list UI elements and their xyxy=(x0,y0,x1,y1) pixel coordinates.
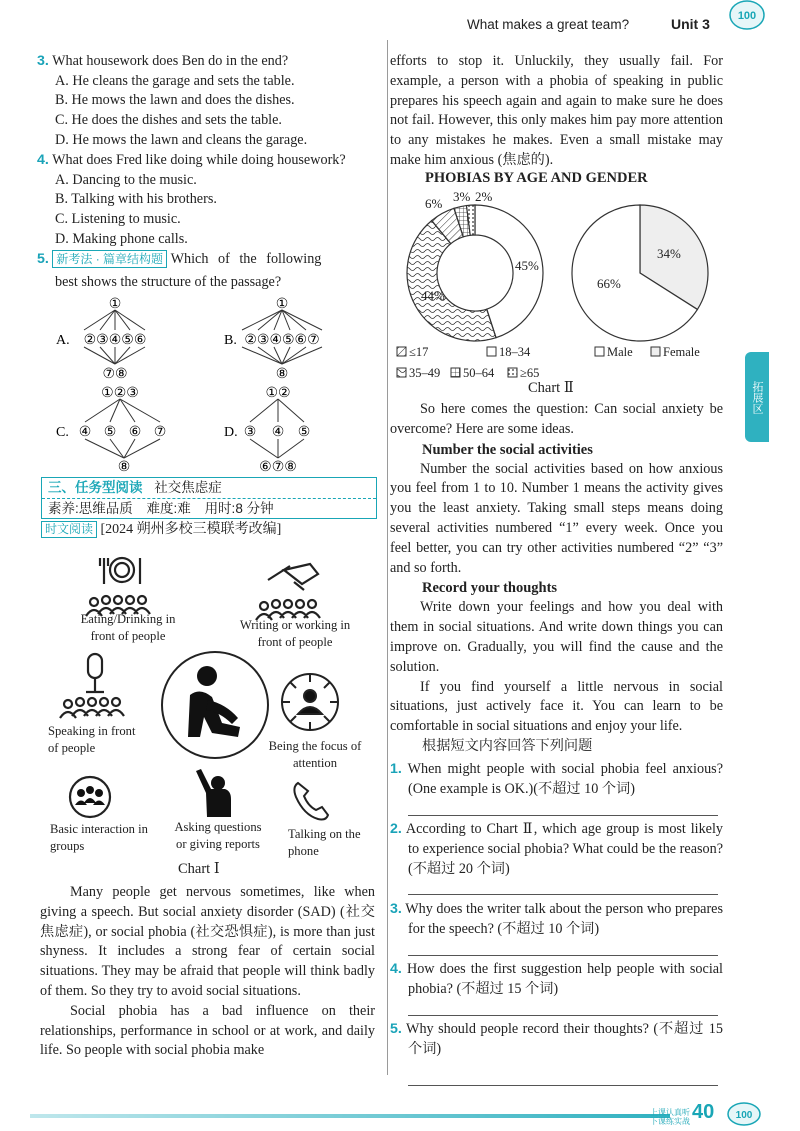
para-number-activities: Number the social activities based on how anxious you feel from 1 to 10. Number 1 means the activity gives you the least anxiety. Taking small steps means doing several activities numbered “1” every week. Once you feel better, you can try other activities numbered “2” “3” and so forth. xyxy=(390,460,723,576)
heading-record-thoughts: Record your thoughts xyxy=(422,580,558,597)
chart1-writing-label: Writing or working in front of people xyxy=(239,618,351,649)
chart1-caption: Chart Ⅰ xyxy=(178,861,220,877)
struct-b-bot: ⑧ xyxy=(275,367,289,382)
footer-mascot-icon xyxy=(724,1098,764,1126)
q4-text: What does Fred like doing while doing housework? xyxy=(52,152,346,168)
q5-tag: 新考法 · 篇章结构题 xyxy=(52,250,167,268)
q5-text-a: Which of the following xyxy=(170,251,322,267)
struct-b-top: ① xyxy=(275,297,289,312)
struct-a-bot: ⑦⑧ xyxy=(102,367,128,382)
struct-c-top: ①②③ xyxy=(101,386,139,401)
source-text: [2024 朔州多校三模联考改编] xyxy=(100,522,282,537)
q3-number: 3. xyxy=(37,53,49,69)
struct-d-mid-2: ④ xyxy=(271,425,285,440)
question-2-text: According to Chart Ⅱ, which age group is most likely to experience social phobia? What could be the reason? (不超过 20 个词) xyxy=(405,821,724,877)
right-passage-top xyxy=(390,52,723,171)
question-5-text: Why should people record their thoughts? (不超过 15 个词) xyxy=(406,1021,723,1057)
struct-b-mid: ②③④⑤⑥⑦ xyxy=(244,333,320,348)
answer-line-1[interactable] xyxy=(408,814,718,816)
legend-female: Female xyxy=(663,345,700,359)
header-title: What makes a great team? xyxy=(467,17,630,32)
question-2-number: 2. xyxy=(390,821,402,837)
question-4-number: 4. xyxy=(390,961,402,977)
question-5 xyxy=(37,250,377,292)
heading-number-activities: Number the social activities xyxy=(422,441,593,458)
left-para-1: Many people get nervous sometimes, like when giving a speech. But social anxiety disorder (SAD) (社交焦虑症), or social phobia (社交恐惧症), is more than just shyness. It includes a strong fear of certain social situations. They may be afraid that people will think badly of them. So they try to avoid social situations. xyxy=(40,884,375,999)
left-passage xyxy=(40,883,375,1061)
struct-d-bot: ⑥⑦⑧ xyxy=(259,460,297,474)
pie-label-female: 34% xyxy=(657,246,681,261)
logo-badge xyxy=(726,0,768,34)
q4-option-c[interactable]: C. Listening to music. xyxy=(55,211,181,228)
question-5-number: 5. xyxy=(390,1021,402,1037)
microphone-icon xyxy=(58,650,138,722)
source-line xyxy=(41,521,281,539)
svg-text:100: 100 xyxy=(737,10,757,22)
struct-c-mid-1: ④ xyxy=(78,425,92,440)
question-1-text: When might people with social phobia feel anxious? (One example is OK.)(不超过 10 个词) xyxy=(407,761,724,797)
chart1-focus-label: Being the focus of attention xyxy=(268,739,362,770)
footer-small-text: 上课认真听 下课练实战 xyxy=(650,1108,690,1126)
focus-icon xyxy=(278,670,342,734)
footer-bar xyxy=(30,1114,670,1118)
donut-label-35-49: 45% xyxy=(515,258,539,273)
legend-age-50-64: 50–64 xyxy=(463,366,495,380)
para-conclusion: If you find yourself a little nervous in social situations, just actively face it. You can learn to be comfortable in social situations and enjoy your life. xyxy=(390,678,723,735)
chart1 xyxy=(40,545,380,880)
section3-topic: 社交焦虑症 xyxy=(154,480,222,495)
section3-time: 用时:8 分钟 xyxy=(204,501,274,516)
struct-c-mid-3: ⑥ xyxy=(128,425,142,440)
struct-a-mid: ②③④⑤⑥ xyxy=(83,333,147,348)
question-4-short xyxy=(390,960,723,1020)
struct-c-mid-2: ⑤ xyxy=(103,425,117,440)
page-number: 40 xyxy=(692,1101,715,1123)
age-donut-chart xyxy=(407,205,543,341)
answer-questions xyxy=(390,760,723,1080)
struct-a-label: A. xyxy=(56,333,70,348)
section3-box xyxy=(41,477,377,519)
q3-option-b[interactable]: B. He mows the lawn and does the dishes. xyxy=(55,92,295,109)
gender-pie-chart xyxy=(572,205,708,341)
struct-c-label: C. xyxy=(56,425,69,440)
chart1-phone-label: Talking on the phone xyxy=(288,827,361,858)
question-4 xyxy=(37,151,382,250)
eating-icon xyxy=(82,550,162,618)
legend-age-18-34: 18–34 xyxy=(499,345,531,359)
chart1-eating-label: Eating/Drinking in front of people xyxy=(80,612,176,643)
q5-number: 5. xyxy=(37,251,49,267)
legend-age-le17: ≤17 xyxy=(409,345,429,359)
donut-label-18-34: 44% xyxy=(421,288,445,303)
question-3-text: Why does the writer talk about the person who prepares for the speech? (不超过 10 个词) xyxy=(405,901,723,937)
q4-option-d[interactable]: D. Making phone calls. xyxy=(55,230,188,247)
struct-b-label: B. xyxy=(224,333,237,348)
struct-d-mid-3: ⑤ xyxy=(297,425,311,440)
chart2-title: PHOBIAS BY AGE AND GENDER xyxy=(425,170,648,186)
right-para-0: efforts to stop it. Unluckily, they usually fail. For example, a person with a phobia of speaking in public prepares his speech again and again to make sure he does not fail. However, this only makes him pay more attention to any mistakes he makes. Even a small mistake may make him anxious (焦虑的). xyxy=(390,53,723,168)
donut-label-le17: 6% xyxy=(425,196,443,211)
struct-a-top: ① xyxy=(108,297,122,312)
writing-icon xyxy=(250,550,340,622)
group-icon xyxy=(65,773,115,821)
phone-icon xyxy=(290,777,330,823)
right-intro: So here comes the question: Can social anxiety be overcome? Here are some ideas. xyxy=(390,401,723,437)
q4-number: 4. xyxy=(37,152,49,168)
legend-age-ge65: ≥65 xyxy=(520,366,540,380)
column-divider xyxy=(387,40,388,1075)
struct-c-mid-4: ⑦ xyxy=(153,425,167,440)
source-tag: 时文阅读 xyxy=(41,521,97,538)
legend-age-35-49: 35–49 xyxy=(409,366,441,380)
answer-line-3[interactable] xyxy=(408,954,718,956)
question-4-text: How does the first suggestion help people with social phobia? (不超过 15 个词) xyxy=(406,961,723,997)
q5-text-b: best shows the structure of the passage? xyxy=(55,273,282,290)
svg-text:100: 100 xyxy=(735,1110,753,1121)
chart1-speaking-label: Speaking in front of people xyxy=(48,724,136,755)
donut-label-ge65: 2% xyxy=(475,189,493,204)
instruction: 根据短文内容回答下列问题 xyxy=(422,737,593,754)
donut-label-50-64: 3% xyxy=(453,189,471,204)
q3-text: What housework does Ben do in the end? xyxy=(52,53,289,69)
section3-quality: 素养:思维品质 xyxy=(48,501,133,516)
chart2-caption: Chart Ⅱ xyxy=(528,380,574,396)
question-3-number: 3. xyxy=(390,901,402,917)
struct-d-label: D. xyxy=(224,425,238,440)
header-unit: Unit 3 xyxy=(671,16,710,32)
q3-option-c[interactable]: C. He does the dishes and sets the table. xyxy=(55,112,282,129)
section3-title: 三、任务型阅读 xyxy=(48,480,143,495)
struct-c-bot: ⑧ xyxy=(117,460,131,474)
q3-option-a[interactable]: A. He cleans the garage and sets the table. xyxy=(55,72,295,89)
right-passage xyxy=(390,400,723,757)
left-para-2: Social phobia has a bad influence on their relationships, performance in school or at work, and daily life. So people with social phobia make xyxy=(40,1002,375,1059)
chart1-asking-label: Asking questions or giving reports xyxy=(174,820,262,851)
section3-difficulty: 难度:难 xyxy=(146,501,191,516)
para-record-thoughts: Write down your feelings and how you deal with them in social situations. And write down things you can improve on. Gradually, you will find the cause and the solution. xyxy=(390,599,723,675)
q3-option-d[interactable]: D. He mows the lawn and cleans the garage. xyxy=(55,131,308,148)
side-tab[interactable]: 拓展区 xyxy=(745,352,769,442)
question-3-short xyxy=(390,900,723,960)
raise-hand-icon xyxy=(190,767,236,819)
q4-option-b[interactable]: B. Talking with his brothers. xyxy=(55,191,217,208)
chart2-figure xyxy=(395,188,725,398)
answer-line-5[interactable] xyxy=(408,1084,718,1086)
structure-diagrams xyxy=(52,292,352,474)
question-5-short xyxy=(390,1020,723,1080)
question-3 xyxy=(37,52,377,151)
chart1-group-label: Basic interaction in groups xyxy=(50,822,148,853)
question-2 xyxy=(390,820,723,900)
question-1 xyxy=(390,760,723,820)
pie-label-male: 66% xyxy=(597,276,621,291)
struct-d-top: ①② xyxy=(265,386,291,401)
q4-option-a[interactable]: A. Dancing to the music. xyxy=(55,171,197,188)
answer-line-4[interactable] xyxy=(408,1014,718,1016)
answer-line-2[interactable] xyxy=(408,893,718,895)
legend-male: Male xyxy=(607,345,633,359)
struct-d-mid-1: ③ xyxy=(243,425,257,440)
question-1-number: 1. xyxy=(390,761,402,777)
